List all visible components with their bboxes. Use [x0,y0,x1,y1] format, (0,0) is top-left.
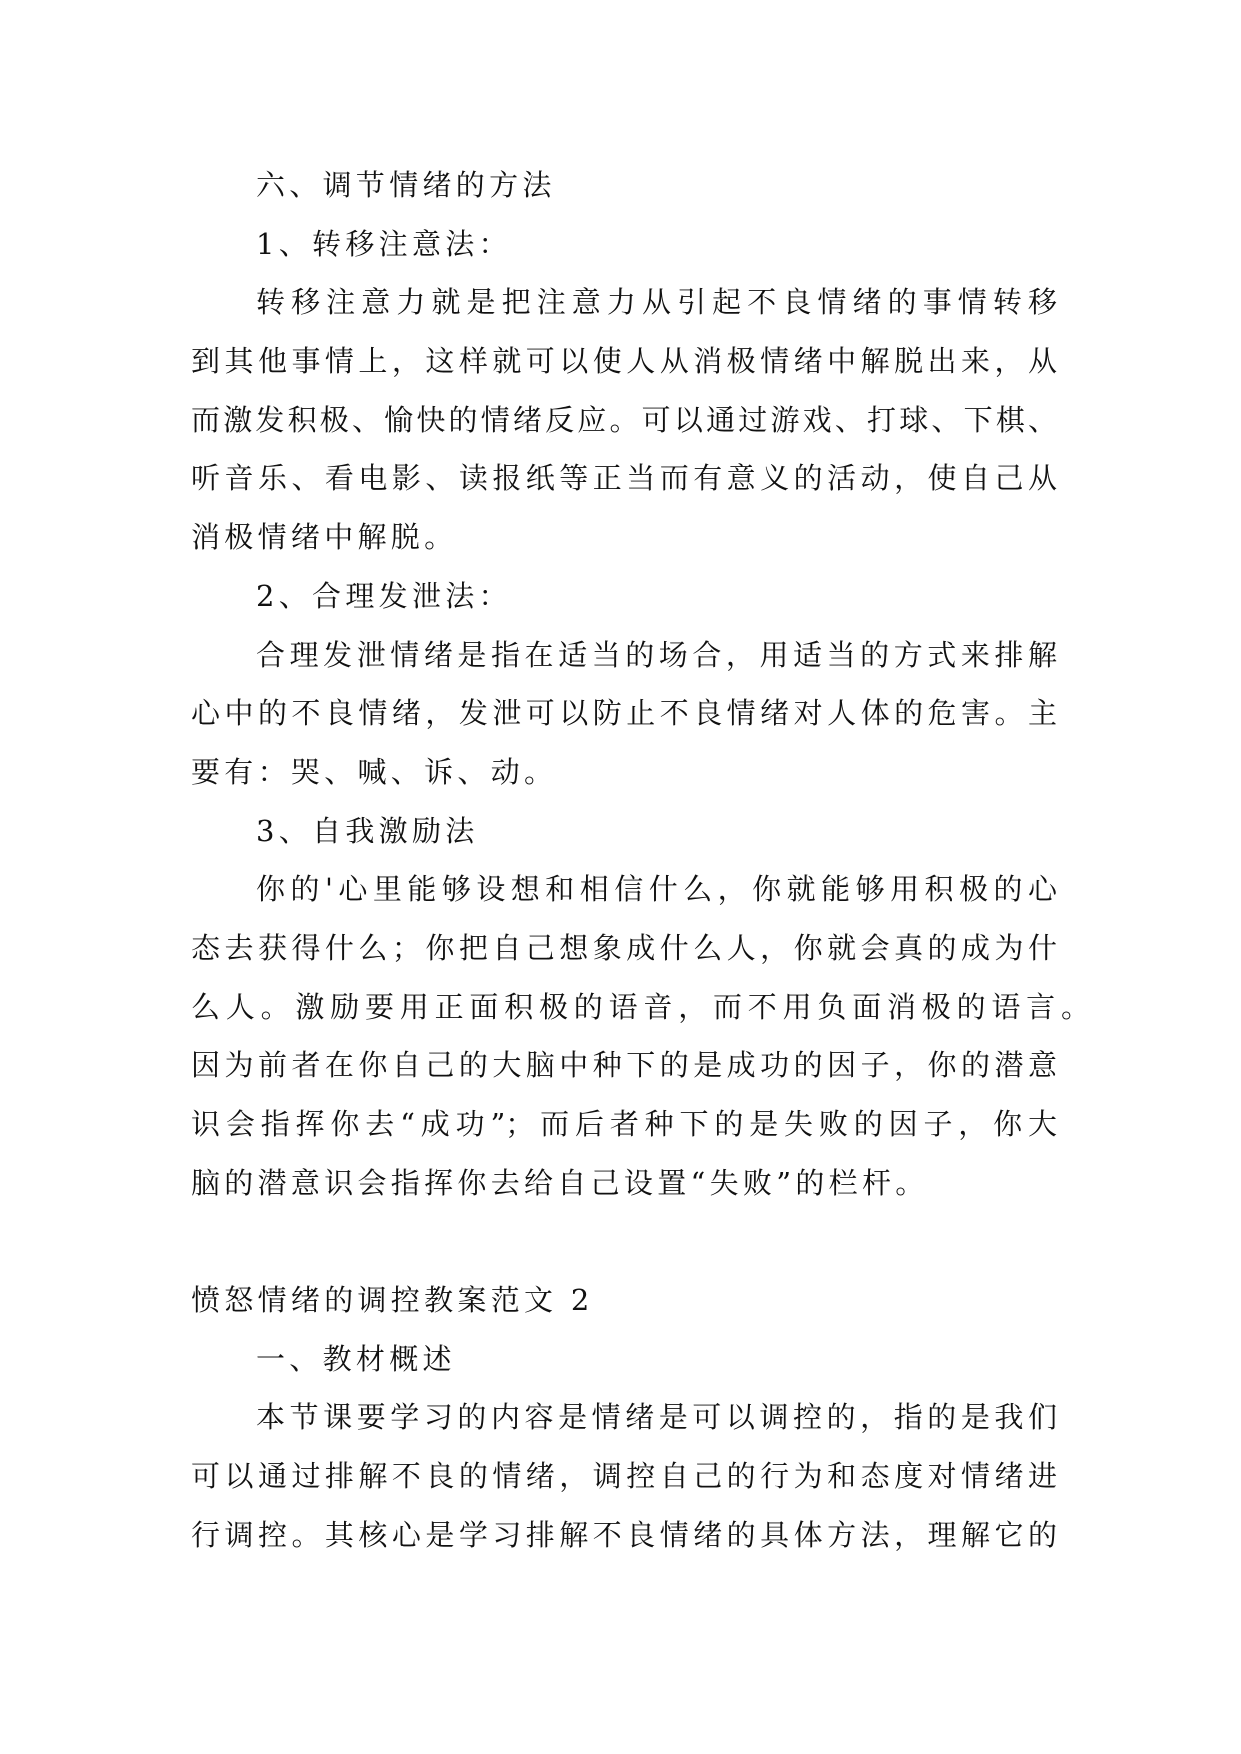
paragraph [191,273,1057,566]
paragraph [191,860,1090,1212]
text-line: 本节课要学习的内容是情绪是可以调控的，指的是我们 [256,1400,1057,1435]
text-line: 听音乐、看电影、读报纸等正当而有意义的活动，使自己从 [191,461,1057,496]
text-line: 消极情绪中解脱。 [191,520,458,555]
text-line: 转移注意力就是把注意力从引起不良情绪的事情转移 [256,285,1057,320]
paragraph-spacer [191,1212,1057,1271]
text-line: 要有：哭、喊、诉、动。 [191,754,558,789]
method-title: 3、自我激励法 [256,813,479,848]
document-body [191,156,1090,1565]
paragraph [191,626,1057,802]
section-heading: 六、调节情绪的方法 [256,168,556,202]
method-title: 2、合理发泄法： [256,578,512,613]
document-title: 愤怒情绪的调控教案范文 2 [191,1283,594,1318]
text-line: 合理发泄情绪是指在适当的场合，用适当的方式来排解 [256,637,1057,672]
text-line: 脑的潜意识会指挥你去给自己设置“失败”的栏杆。 [191,1165,929,1200]
text-line: 行调控。其核心是学习排解不良情绪的具体方法，理解它的 [191,1517,1057,1552]
paragraph [191,1388,1057,1564]
section-heading: 一、教材概述 [256,1341,456,1376]
text-line: 心中的不良情绪，发泄可以防止不良情绪对人体的危害。主 [191,696,1057,731]
text-line: 么人。激励要用正面积极的语音，而不用负面消极的语言。 [191,989,1090,1024]
text-line: 因为前者在你自己的大脑中种下的是成功的因子，你的潜意 [191,1048,1057,1083]
text-line: 而激发积极、愉快的情绪反应。可以通过游戏、打球、下棋、 [191,402,1057,437]
text-line: 可以通过排解不良的情绪，调控自己的行为和态度对情绪进 [191,1459,1057,1494]
text-line: 你的'心里能够设想和相信什么，你就能够用积极的心 [256,872,1057,907]
method-title: 1、转移注意法： [256,226,512,261]
text-line: 识会指挥你去“成功”；而后者种下的是失败的因子，你大 [191,1107,1057,1141]
text-line: 到其他事情上，这样就可以使人从消极情绪中解脱出来，从 [191,344,1057,379]
text-line: 态去获得什么；你把自己想象成什么人，你就会真的成为什 [191,930,1057,965]
